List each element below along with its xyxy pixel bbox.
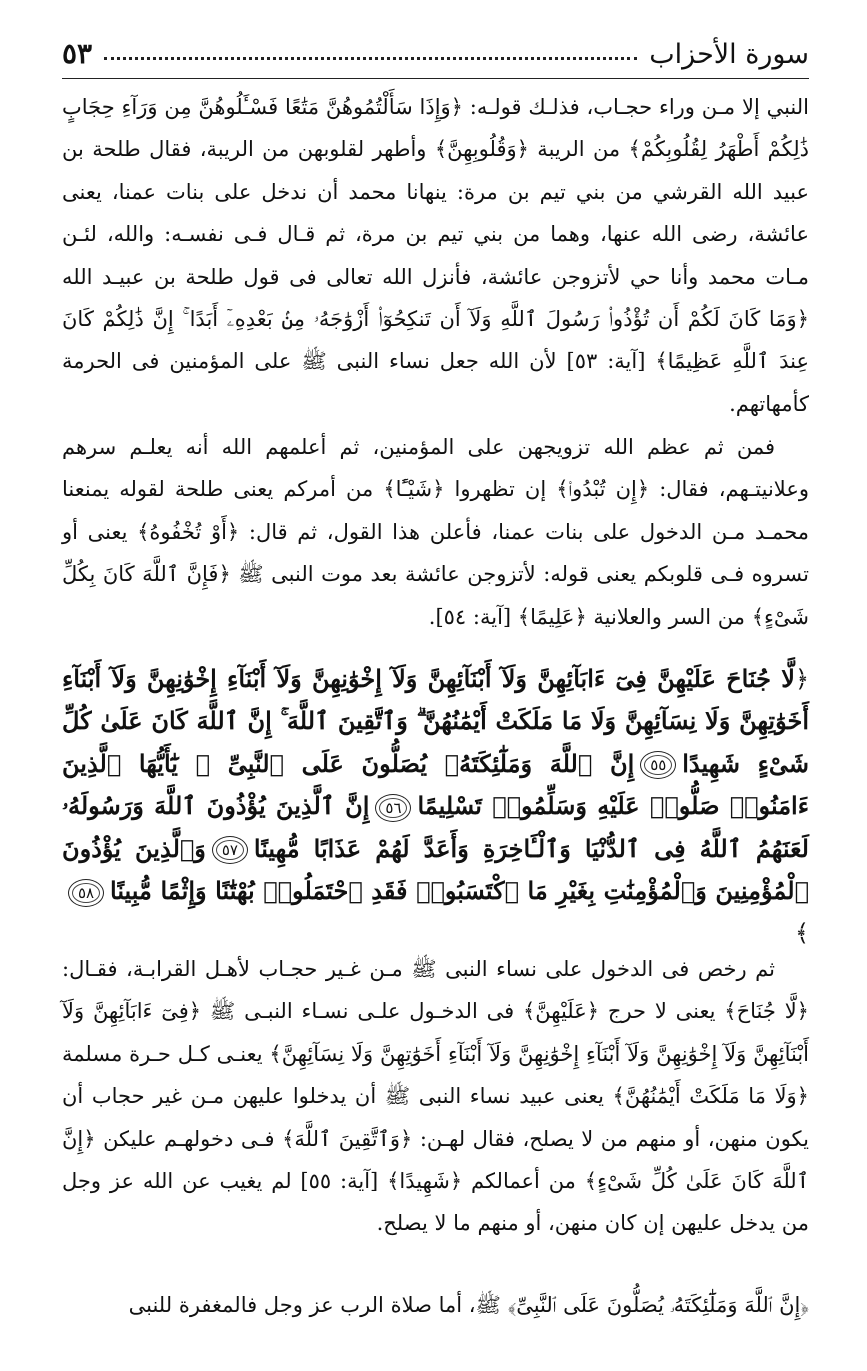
ayah-number-57: ٥٧ [212, 836, 248, 864]
ayah-number-55: ٥٥ [640, 751, 676, 779]
running-header [62, 30, 809, 70]
quran-verses-block [62, 658, 809, 955]
ayah-number-58: ٥٨ [68, 879, 104, 907]
verse-58-text: وَٱلَّذِينَ يُؤْذُونَ ٱلْمُؤْمِنِينَ وَٱلْمُؤْمِنَٰتِ بِغَيْرِ مَا ٱكْتَسَبُوا۟ فَقَدِ ٱحْتَمَلُوا۟ بُهْتَٰنًا وَإِثْمًا مُّبِينًا [62, 833, 809, 906]
quran-close-bracket: ﴾ [794, 919, 809, 948]
verse-55-text: لَّا جُنَاحَ عَلَيْهِنَّ فِىٓ ءَابَآئِهِنَّ وَلَآ أَبْنَآئِهِنَّ وَلَآ إِخْوَٰنِهِنَّ وَلَآ أَبْنَآءِ إِخْوَٰنِهِنَّ وَلَآ أَبْنَآءِ أَخَوَٰتِهِنَّ وَلَا نِسَآئِهِنَّ وَلَا مَا مَلَكَتْ أَيْمَٰنُهُنَّ ۗ وَٱتَّقِينَ ٱللَّهَ ۚ إِنَّ ٱللَّهَ كَانَ عَلَىٰ كُلِّ شَىْءٍ شَهِيدًا [62, 664, 809, 778]
page-number: ٥٣ [62, 37, 93, 70]
quran-open-bracket: ﴿ [794, 665, 809, 693]
header-rule [62, 78, 809, 79]
header-leader-dots [104, 57, 637, 60]
verse-56-text: إِنَّ ٱللَّهَ وَمَلَٰٓئِكَتَهُۥ يُصَلُّونَ عَلَى ٱلنَّبِىِّ ۚ يَٰٓأَيُّهَا ٱلَّذِينَ ءَامَنُوا۟ صَلُّوا۟ عَلَيْهِ وَسَلِّمُوا۟ تَسْلِيمًا [62, 748, 809, 821]
paragraph-3: ثم رخص فى الدخول على نساء النبى ﷺ مـن غـير حجـاب لأهـل القرابـة، فقـال: ﴿لَّا جُنَاحَ﴾ يعنى لا حرج ﴿عَلَيْهِنَّ﴾ فى الدخـول علـى نسـاء النبـى ﷺ ﴿فِىٓ ءَابَآئِهِنَّ وَلَآ أَبْنَآئِهِنَّ وَلَآ إِخْوَٰنِهِنَّ وَلَآ أَبْنَآءِ إِخْوَٰنِهِنَّ وَلَآ أَبْنَآءِ أَخَوَٰتِهِنَّ وَلَا نِسَآئِهِنَّ﴾ يعنـى كـل حـرة مسلمة ﴿وَلَا مَا مَلَكَتْ أَيْمَٰنُهُنَّ﴾ يعنى عبيد نساء النبى ﷺ أن يدخلوا عليهن مـن غير حجاب أن يكون منهن، أو منهم من لا يصلح، فقال لهـن: ﴿وَٱتَّقِينَ ٱللَّهَ﴾ فـى دخولهـم عليكن ﴿إِنَّ ٱللَّهَ كَانَ عَلَىٰ كُلِّ شَىْءٍ﴾ من أعمالكم ﴿شَهِيدًا﴾ [آية: ٥٥] لم يغيب عن الله عز وجل من يدخل عليهن إن كان منهن، أو منهم ما لا يصلح. [62, 957, 810, 1236]
paragraph-2: فمن ثم عظم الله تزويجهن على المؤمنين، ثم أعلمهم الله أنه يعلـم سرهم وعلانيتـهم، فقال: ﴿إِن تُبْدُوا۟﴾ إن تظهروا ﴿شَيْـًٔا﴾ من أمركم يعنى طلحة لقوله يمنعنا محمـد مـن الدخول على بنات عمنا، فأعلن هذا القول، ثم قال: ﴿أَوْ تُخْفُوهُ﴾ يعنى أو تسروه فـى قلوبكم يعنى قوله: لأتزوجن عائشة بعد موت النبى ﷺ ﴿فَإِنَّ ٱللَّهَ كَانَ بِكُلِّ شَىْءٍ﴾ من السر والعلانية ﴿عَلِيمًا﴾ [آية: ٥٤]. [62, 435, 809, 629]
ayah-number-56: ٥٦ [375, 794, 411, 822]
paragraph-1: النبي إلا مـن وراء حجـاب، فذلـك قولـه: ﴿وَإِذَا سَأَلْتُمُوهُنَّ مَتَٰعًا فَسْـَٔلُوهُنَّ مِن وَرَآءِ حِجَابٍ ذَٰلِكُمْ أَطْهَرُ لِقُلُوبِكُمْ﴾ من الريبة ﴿وَقُلُوبِهِنَّ﴾ وأطهر لقلوبهن من الريبة، فقال طلحة بن عبيد الله القرشي من بني تيم بن مرة: ينهانا محمد أن ندخل على بنات عمنا، يعنى عائشة، رضى الله عنها، وهما من بني تيم بن مرة، ثم قـال فـى نفسـه: والله، لئـن مـات محمد وأنا حي لأتزوجن عائشة، فأنزل الله تعالى فى قول طلحة بن عبيـد الله ﴿وَمَا كَانَ لَكُمْ أَن تُؤْذُوا۟ رَسُولَ ٱللَّهِ وَلَآ أَن تَنكِحُوٓا۟ أَزْوَٰجَهُۥ مِنۢ بَعْدِهِۦٓ أَبَدًا ۚ إِنَّ ذَٰلِكُمْ كَانَ عِندَ ٱللَّهِ عَظِيمًا﴾ [آية: ٥٣] لأن الله جعل نساء النبى ﷺ على المؤمنين فى الحرمة كأمهاتهم. [62, 95, 809, 416]
paragraph-4: ﴿إِنَّ ٱللَّهَ وَمَلَٰٓئِكَتَهُۥ يُصَلُّونَ عَلَى ٱلنَّبِىِّ﴾ ﷺ، أما صلاة الرب عز وجل فالمغفرة للنبى [128, 1293, 809, 1317]
verse-57-text: إِنَّ ٱلَّذِينَ يُؤْذُونَ ٱللَّهَ وَرَسُولَهُۥ لَعَنَهُمُ ٱللَّهُ فِى ٱلدُّنْيَا وَٱلْـَٔاخِرَةِ وَأَعَدَّ لَهُمْ عَذَابًا مُّهِينًا [62, 791, 809, 863]
surah-title: سورة الأحزاب [649, 39, 809, 70]
